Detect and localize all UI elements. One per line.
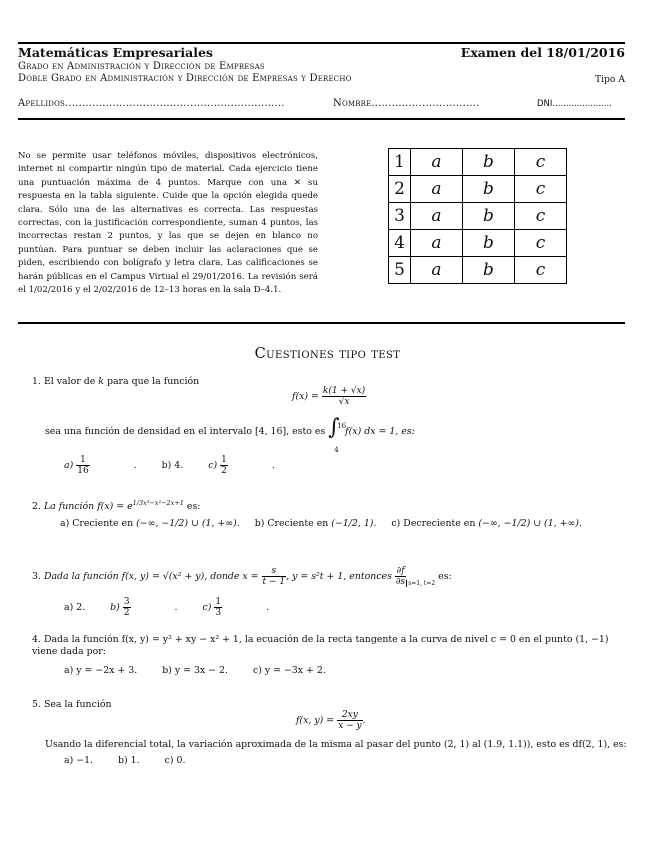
question-number: 2. <box>32 501 41 513</box>
numerator: 3 <box>123 597 130 607</box>
row-number: 4 <box>389 230 411 257</box>
option-b-cell[interactable]: b <box>463 149 515 176</box>
numerator: ∂f <box>396 566 405 576</box>
q3-text-c: es: <box>438 571 452 582</box>
q3-eval: s=1, t=2 <box>408 580 436 587</box>
q1-line2: sea una función de densidad en el intervalo [4, 16], esto es ∫ 16 4 f(x) dx = 1, es: <box>45 415 415 454</box>
q4-option-b[interactable]: b) y = 3x − 2. <box>162 665 228 676</box>
q5-option-b[interactable]: b) 1. <box>118 755 140 766</box>
answer-row <box>389 176 567 203</box>
row-number: 1 <box>389 149 411 176</box>
q2-option-c[interactable] <box>391 518 582 529</box>
q3-opt-c-fraction <box>214 597 244 618</box>
question-5 <box>32 699 112 711</box>
dni-field: DNI...................... <box>537 99 612 109</box>
q5-text: Sea la función <box>43 699 112 710</box>
course-title: Matemáticas Empresariales <box>18 45 213 60</box>
q3-option-b[interactable]: b) $\frac{3}{2}$ . <box>110 597 178 618</box>
q3-opt-b-fraction <box>123 597 153 618</box>
denominator: 16 <box>77 466 89 476</box>
instructions-text: No se permite usar teléfonos móviles, dispositivos electrónicos, internet ni compartir ningún tipo de material. Cada ejercicio tiene una puntuación máxima de 4 puntos. Marque con una ✕ su respuesta en la tabla siguiente. Cuide que la opción elegida quede clara. Sólo una de las alternativas es correcta. Las respuestas correctas, con la justificación correspondiente, suman 4 puntos, las incorrectas restan 2 puntos, y las que se dejen en blanco no puntúan. Para puntuar se deben incluir las aclaraciones que se piden, escribiendo con bolígrafo y letra clara. Las calificaciones se harán públicas en el Campus Virtual el 29/01/2016. La revisión será el 1/02/2016 y el 2/02/2016 de 12–13 horas en la sala D–4.1. <box>18 151 318 296</box>
option-label: b) <box>110 602 120 613</box>
q4-options <box>64 665 348 677</box>
option-c-cell[interactable]: c <box>515 203 567 230</box>
q1-text-b: para que la función <box>106 376 200 387</box>
denominator: 2 <box>123 608 130 618</box>
question-number: 4. <box>32 634 41 645</box>
q1-option-b[interactable]: b) 4. <box>161 460 184 471</box>
q1-formula <box>292 386 366 407</box>
option-a-cell[interactable]: a <box>411 230 463 257</box>
q1-fx: f(x) = <box>292 391 319 402</box>
option-b-cell[interactable]: b <box>463 257 515 284</box>
option-label: c) <box>208 460 218 471</box>
q2-text-end: es: <box>186 501 201 513</box>
option-interval: (−1/2, 1). <box>331 518 377 529</box>
option-c-cell[interactable]: c <box>515 230 567 257</box>
question-2 <box>32 497 200 513</box>
question-number: 3. <box>32 571 41 582</box>
q3-text-b: , y = s²t + 1, entonces <box>286 571 392 582</box>
q5-numerator: 2xy <box>337 710 362 721</box>
denominator: 3 <box>215 608 222 618</box>
q1-denominator: √x <box>338 397 350 407</box>
q2-options <box>60 518 582 530</box>
q1-line2-b: f(x) dx = 1, es: <box>345 426 415 437</box>
q1-fraction <box>322 386 366 407</box>
answer-row <box>389 203 567 230</box>
answer-row <box>389 230 567 257</box>
q1-opt-c-fraction <box>220 455 250 476</box>
q5-option-c[interactable]: c) 0. <box>164 755 186 766</box>
question-1 <box>32 376 199 388</box>
integral-upper: 16 <box>337 422 347 430</box>
degree-line-1: Grado en Administración y Dirección de Empresas <box>18 61 265 72</box>
q4-text: Dada la función f(x, y) = y² + xy − x² + 1, la ecuación de la recta tangente a la curva de nivel c = 0 en el punto (1, −1) viene dada por: <box>32 634 609 657</box>
option-label: c) <box>202 602 212 613</box>
q2-text: La función f(x) = e <box>43 501 133 513</box>
q3-options <box>64 597 291 618</box>
q3-derivative <box>395 566 406 587</box>
q1-option-c[interactable]: c) $\frac{1}{2}$ . <box>208 455 275 476</box>
option-b-cell[interactable]: b <box>463 203 515 230</box>
section-rule <box>18 322 625 324</box>
q3-x-fraction <box>262 566 287 587</box>
option-text: c) Decreciente en <box>391 518 476 529</box>
option-label: a) <box>64 460 74 471</box>
q5-option-a[interactable]: a) −1. <box>64 755 94 766</box>
integral-lower: 4 <box>334 446 339 454</box>
denominator: 2 <box>221 466 227 476</box>
degree-line-2: Doble Grado en Administración y Dirección de Empresas y Derecho <box>18 73 352 84</box>
q3-text-a: Dada la función f(x, y) = √(x² + y), donde x = <box>43 571 259 582</box>
q1-numerator: k(1 + √x) <box>322 386 366 396</box>
row-number: 3 <box>389 203 411 230</box>
numerator: 1 <box>76 455 89 466</box>
q5-fraction <box>337 710 362 731</box>
option-c-cell[interactable]: c <box>515 257 567 284</box>
option-text: a) Creciente en <box>60 518 134 529</box>
row-number: 2 <box>389 176 411 203</box>
q2-option-a[interactable] <box>60 518 240 529</box>
question-3 <box>32 566 452 590</box>
question-4 <box>32 634 626 658</box>
apellidos-field: Apellidos................................................................. <box>18 98 285 109</box>
q4-option-a[interactable]: a) y = −2x + 3. <box>64 665 138 676</box>
answer-row <box>389 149 567 176</box>
q1-text-a: El valor de <box>43 376 96 387</box>
question-number: 5. <box>32 699 41 710</box>
numerator: s <box>262 566 287 577</box>
q1-k: k <box>98 376 104 387</box>
q1-options <box>64 455 297 476</box>
q1-option-a[interactable]: a) $\frac{1}{16}$ . <box>64 455 137 476</box>
q5-formula: f(x, y) = $\frac{2xy}{x - y}$ . <box>296 710 366 731</box>
nombre-field: Nombre................................ <box>333 98 480 109</box>
section-title: Cuestiones tipo test <box>254 346 401 362</box>
question-number: 1. <box>32 376 41 387</box>
option-a-cell[interactable]: a <box>411 203 463 230</box>
row-number: 5 <box>389 257 411 284</box>
exam-date: Examen del 18/01/2016 <box>460 45 625 60</box>
q1-opt-a-fraction <box>76 455 111 476</box>
q1-line2-a: sea una función de densidad en el intervalo [4, 16], esto es <box>45 426 326 437</box>
q3-option-a[interactable]: a) 2. <box>64 602 86 613</box>
option-text: b) Creciente en <box>254 518 329 529</box>
option-a-cell[interactable]: a <box>411 257 463 284</box>
numerator: 1 <box>215 597 222 607</box>
option-a-cell[interactable]: a <box>411 176 463 203</box>
q5-fx: f(x, y) = <box>296 715 335 726</box>
answer-row <box>389 257 567 284</box>
answer-table <box>388 148 567 284</box>
top-rule <box>18 42 625 44</box>
q3-option-c[interactable]: c) $\frac{1}{3}$ . <box>202 597 270 618</box>
q5-line2: Usando la diferencial total, la variación aproximada de la misma al pasar del punto (2, 1) al (1.9, 1.1)), esto es df(2, 1), es: <box>45 739 627 750</box>
option-interval: (−∞, −1/2) ∪ (1, +∞). <box>478 518 582 529</box>
denominator: t − 1 <box>262 577 286 587</box>
q4-option-c[interactable]: c) y = −3x + 2. <box>252 665 326 676</box>
option-c-cell[interactable]: c <box>515 176 567 203</box>
q5-options <box>64 755 207 767</box>
exam-type: Tipo A <box>594 74 625 85</box>
header-bottom-rule <box>18 118 625 120</box>
option-b-cell[interactable]: b <box>463 176 515 203</box>
option-b-cell[interactable]: b <box>463 230 515 257</box>
q5-denominator: x − y <box>338 721 362 731</box>
option-a-cell[interactable]: a <box>411 149 463 176</box>
numerator: 1 <box>221 455 227 465</box>
option-c-cell[interactable]: c <box>515 149 567 176</box>
denominator: ∂s <box>395 577 406 587</box>
q2-exponent: 1/3x³−x²−2x+1 <box>132 499 184 507</box>
q2-option-b[interactable] <box>255 518 377 529</box>
option-interval: (−∞, −1/2) ∪ (1, +∞). <box>136 518 240 529</box>
